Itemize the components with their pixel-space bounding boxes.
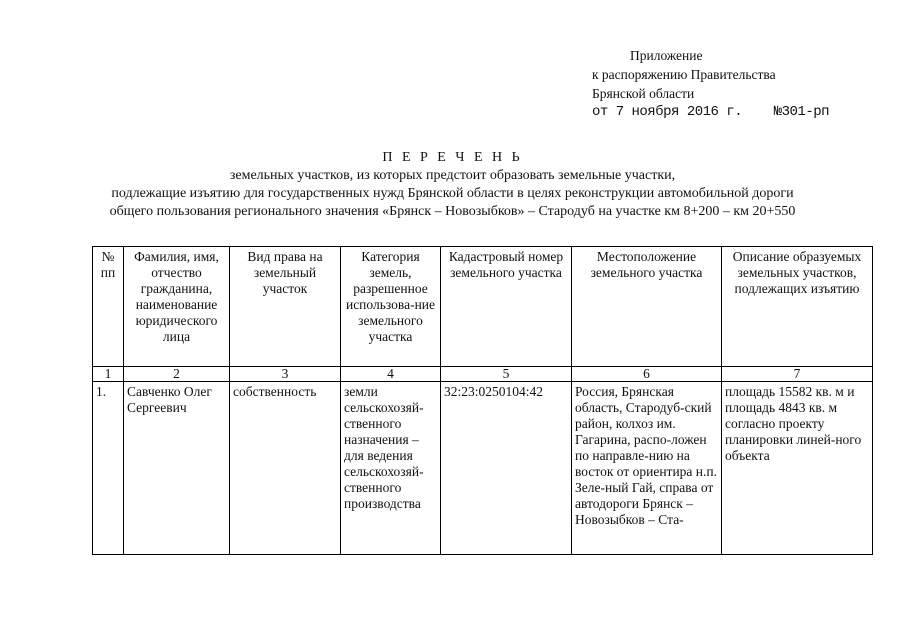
row-land-category: земли сельскохозяй-ственного назначения – для ведения сельскохозяй-ственного производства: [341, 382, 441, 555]
row-location: Россия, Брянская область, Стародуб-ский район, колхоз им. Гагарина, распо-ложен по направле-нию на восток от ориентира н.п. Зеле-ный Гай, справа от автодороги Брянск – Новозыбков – Ста-: [572, 382, 722, 555]
appendix-order-ref: к распоряжению Правительства: [592, 67, 776, 82]
appendix-region: Брянской области: [592, 86, 695, 101]
header-cadastral-number: Кадастровый номер земельного участка: [441, 247, 572, 367]
row-cadastral-number: 32:23:0250104:42: [441, 382, 572, 555]
header-location: Местоположение земельного участка: [572, 247, 722, 367]
title-line-1: земельных участков, из которых предстоит образовать земельные участки,: [229, 168, 676, 183]
column-number: 5: [441, 367, 572, 382]
column-number: 6: [572, 367, 722, 382]
title-line-3: общего пользования регионального значения «Брянск – Новозыбков» – Стародуб на участке км 8+200 – км 20+550: [109, 204, 796, 219]
appendix-label: Приложение: [630, 48, 703, 63]
column-number: 1: [93, 367, 124, 382]
column-number: 4: [341, 367, 441, 382]
header-description: Описание образуемых земельных участков, подлежащих изъятию: [722, 247, 873, 367]
column-number: 3: [230, 367, 341, 382]
document-title: [0, 149, 905, 221]
table-header-row: [93, 247, 873, 367]
table-row: [93, 382, 873, 555]
appendix-date-number: от 7 ноября 2016 г. №301-рп: [592, 104, 830, 120]
row-right-type: собственность: [230, 382, 341, 555]
column-number-row: [93, 367, 873, 382]
title-line-2: подлежащие изъятию для государственных нужд Брянской области в целях реконструкции автомобильной дороги: [111, 186, 794, 201]
header-right-type: Вид права на земельный участок: [230, 247, 341, 367]
row-description: площадь 15582 кв. м и площадь 4843 кв. м согласно проекту планировки линей-ного объекта: [722, 382, 873, 555]
column-number: 7: [722, 367, 873, 382]
header-land-category: Категория земель, разрешенное использова-ние земельного участка: [341, 247, 441, 367]
title-heading: П Е Р Е Ч Е Н Ь: [382, 150, 523, 165]
row-number: 1.: [93, 382, 124, 555]
header-number: № пп: [93, 247, 124, 367]
header-name: Фамилия, имя, отчество гражданина, наименование юридического лица: [124, 247, 230, 367]
land-plots-table: [92, 246, 873, 555]
column-number: 2: [124, 367, 230, 382]
row-owner-name: Савченко Олег Сергеевич: [124, 382, 230, 555]
appendix-block: [592, 46, 829, 122]
